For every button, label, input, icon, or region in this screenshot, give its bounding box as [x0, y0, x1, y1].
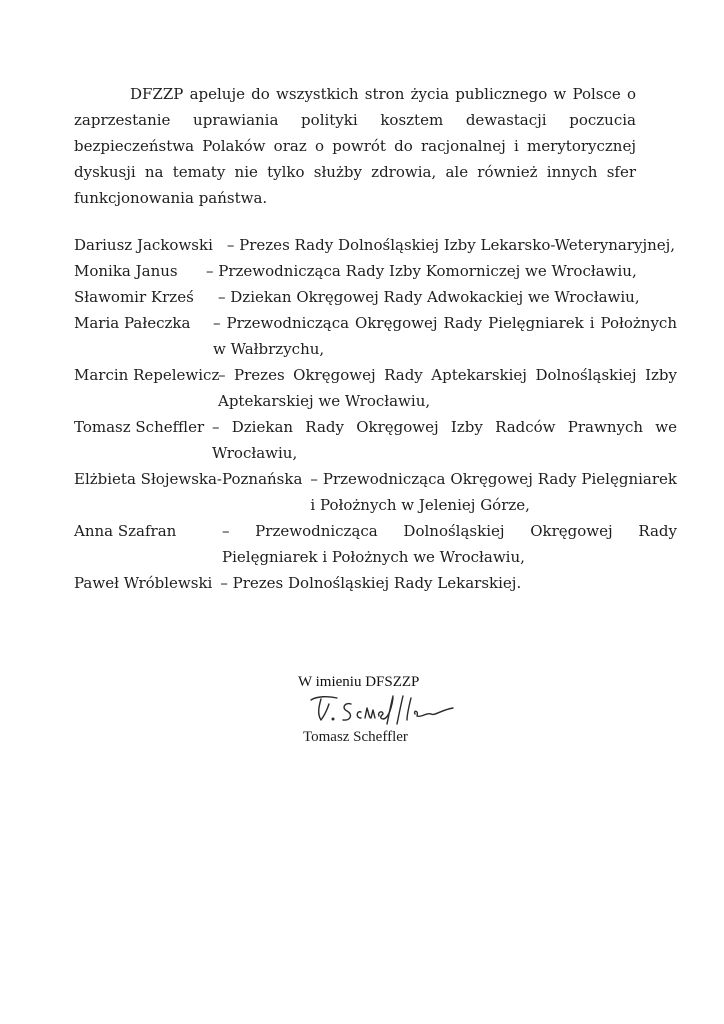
signatory-name: Marcin Repelewicz — [74, 366, 220, 384]
signatory-entry — [74, 258, 677, 284]
signer-name: Tomasz Scheffler — [303, 729, 408, 745]
appeal-paragraph — [74, 81, 636, 211]
signatory-entry — [74, 414, 677, 466]
signatory-name: Paweł Wróblewski — [74, 574, 213, 592]
signatory-entry — [74, 570, 677, 596]
signatory-entry — [74, 362, 677, 414]
signatory-title: – Przewodnicząca Okręgowej Rady Pielęgniarek i Położnych w Jeleniej Górze, — [310, 470, 677, 514]
signatory-title: – Prezes Dolnośląskiej Rady Lekarskiej. — [220, 574, 522, 592]
signatory-title: – Prezes Okręgowej Rady Aptekarskiej Dolnośląskiej Izby Aptekarskiej we Wrocławiu, — [218, 366, 677, 410]
appeal-text: DFZZP apeluje do wszystkich stron życia publicznego w Polsce o zaprzestanie uprawiania polityki kosztem dewastacji poczucia bezpieczeństwa Polaków oraz o powrót do racjonalnej i merytorycznej dyskusji na tematy nie tylko służby zdrowia, ale również innych sfer funkcjonowania państwa. — [74, 85, 636, 207]
signatory-entry — [74, 232, 677, 258]
signatory-name: Anna Szafran — [74, 522, 177, 540]
signatory-title: – Dziekan Rady Okręgowej Izby Radców Prawnych we Wrocławiu, — [212, 418, 677, 462]
signatory-entry — [74, 518, 677, 570]
signatory-entry — [74, 310, 677, 362]
signatory-name: Tomasz Scheffler — [74, 418, 205, 436]
signatory-title: – Przewodnicząca Dolnośląskiej Okręgowej Rady Pielęgniarek i Położnych we Wrocławiu, — [222, 522, 677, 566]
signatory-name: Elżbieta Słojewska-Poznańska — [74, 470, 303, 488]
signatory-title: – Przewodnicząca Okręgowej Rady Pielęgniarek i Położnych w Wałbrzychu, — [213, 314, 677, 358]
signatory-title: – Prezes Rady Dolnośląskiej Izby Lekarsko-Weterynaryjnej, — [226, 236, 676, 254]
on-behalf-line: W imieniu DFSZZP — [298, 674, 420, 690]
signatory-title: – Dziekan Okręgowej Rady Adwokackiej we Wrocławiu, — [218, 288, 640, 306]
signatory-name: Monika Janus — [74, 262, 178, 280]
signatory-entry — [74, 466, 677, 518]
signatory-title: – Przewodnicząca Rady Izby Komorniczej we Wrocławiu, — [206, 262, 637, 280]
signatory-list — [74, 232, 677, 596]
signatory-entry — [74, 284, 677, 310]
signatory-name: Sławomir Krześ — [74, 288, 194, 306]
signatory-name: Maria Pałeczka — [74, 314, 191, 332]
signatory-name: Dariusz Jackowski — [74, 236, 213, 254]
handwritten-signature — [307, 690, 457, 730]
